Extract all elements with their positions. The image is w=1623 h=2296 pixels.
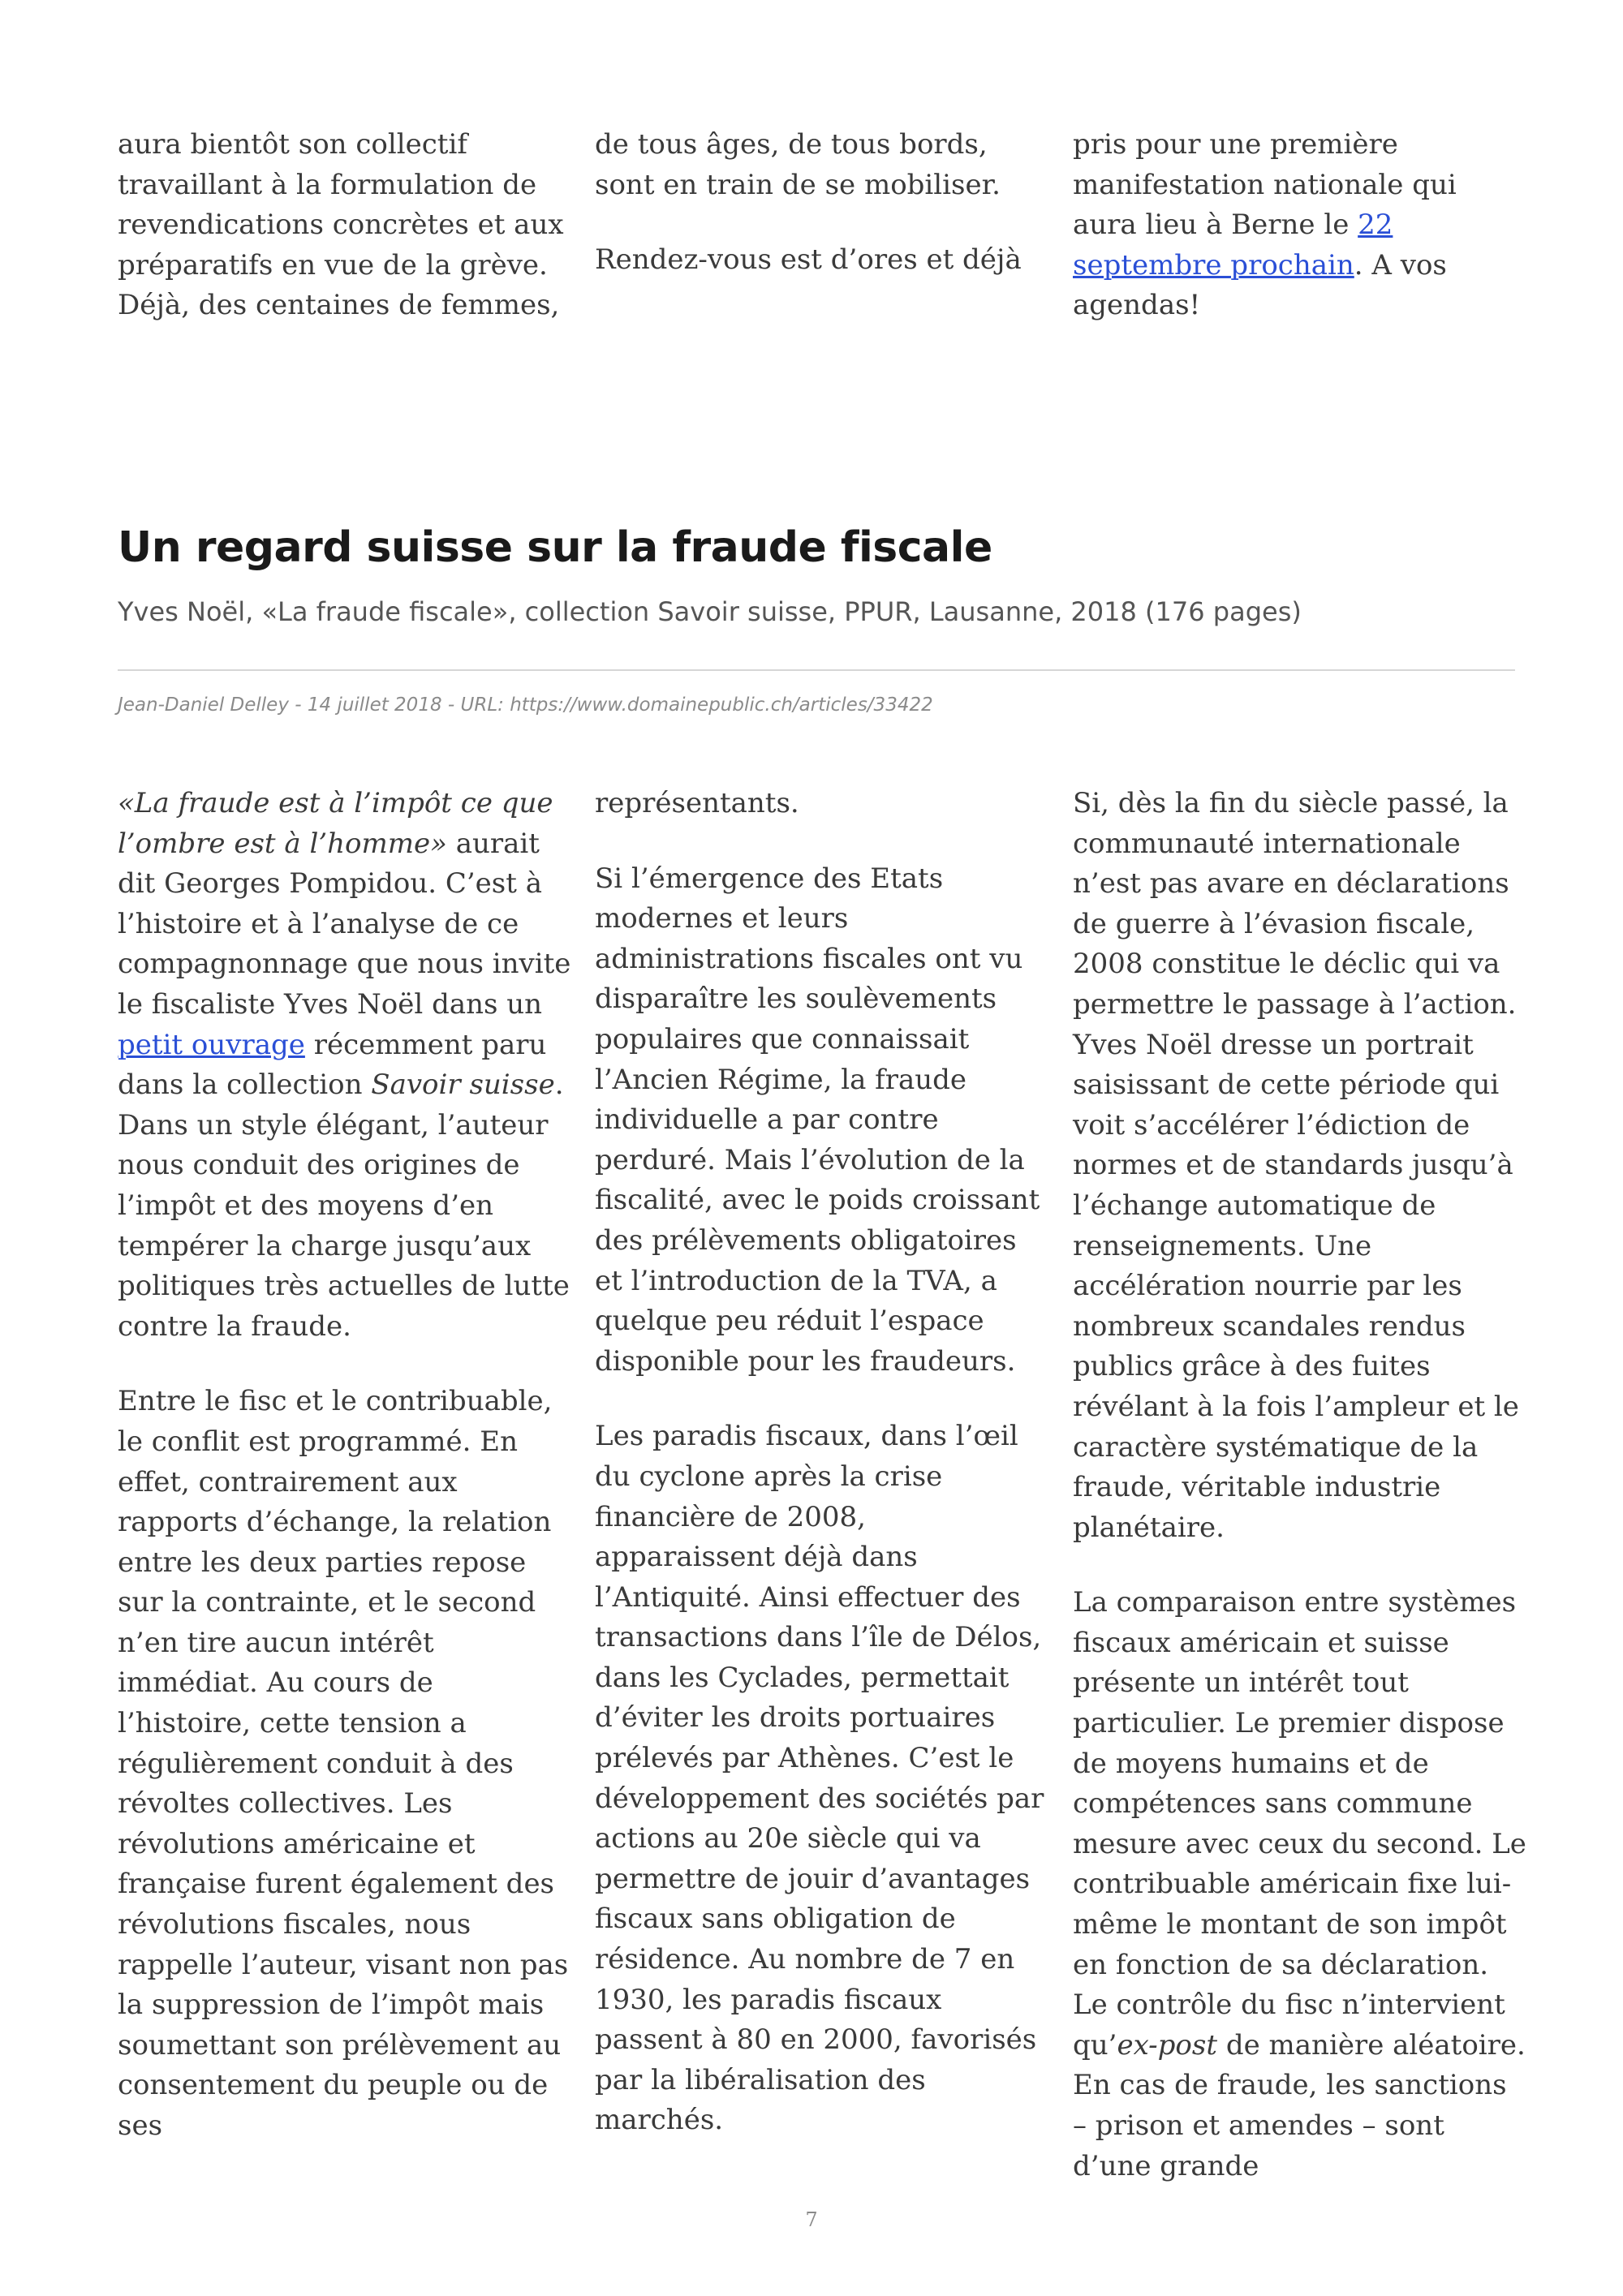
page-number: 7 — [805, 2208, 818, 2231]
paragraph: Les paradis fiscaux, dans l’œil du cyclone après la crise financière de 2008, apparaissent déjà dans l’Antiquité. Ainsi effectuer des transactions dans l’île de Délos, dans les Cyclades, permettait d’éviter les droits portuaires prélevés par Athènes. C’est le développement des sociétés par actions au 20e siècle qui va permettre de jouir d’avantages fiscaux sans obligation de résidence. Au nombre de 7 en 1930, les paradis fiscaux passent à 80 en 2000, favorisés par la libéralisation des marchés. — [595, 1420, 1044, 2137]
emphasis: ex-post — [1117, 2028, 1218, 2062]
article-subtitle: Yves Noël, «La fraude fiscale», collection Savoir suisse, PPUR, Lausanne, 2018 (176 pages) — [118, 596, 1302, 627]
paragraph: Si, dès la fin du siècle passé, la communauté internationale n’est pas avare en déclarations de guerre à l’évasion fiscale, 2008 constitue le déclic qui va permettre le passage à l’action. Yves Noël dresse un portrait saisissant de cette période qui voit s’accélérer l’édiction de normes et de standards jusqu’à l’échange automatique de renseignements. Une accélération nourrie par les nombreux scandales rendus publics grâce à des fuites révélant à la fois l’ampleur et le caractère systématique de la fraude, véritable industrie planétaire. — [1073, 787, 1519, 1544]
book-link[interactable]: petit ouvrage — [118, 1028, 305, 1061]
paragraph: aura bientôt son collectif travaillant à la formulation de revendications concrètes et aux préparatifs en vue de la grève. Déjà, des centaines de femmes, — [118, 128, 564, 322]
prev-article-column-3 — [1073, 125, 1527, 326]
article-meta: Jean-Daniel Delley - 14 juillet 2018 - URL: https://www.domainepublic.ch/articles/33422 — [118, 694, 933, 716]
paragraph: Rendez-vous est d’ores et déjà — [595, 243, 1022, 277]
quote: «La fraude est à l’impôt ce que l’ombre est à l’homme» — [118, 787, 553, 860]
paragraph: de tous âges, de tous bords, sont en train de se mobiliser. — [595, 128, 1001, 201]
paragraph: représentants. — [595, 787, 799, 819]
article-column-2 — [595, 784, 1049, 2141]
paragraph: «La fraude est à l’impôt ce que l’ombre est à l’homme» aurait dit Georges Pompidou. C’est à l’histoire et à l’analyse de ce compagnonnage que nous invite le fiscaliste Yves Noël dans un petit ouvrage récemment paru dans la collection Savoir suisse. Dans un style élégant, l’auteur nous conduit des origines de l’impôt et des moyens d’en tempérer la charge jusqu’aux politiques très actuelles de lutte contre la fraude. — [118, 787, 571, 1343]
article-column-1 — [118, 784, 572, 2147]
article-column-3 — [1073, 784, 1527, 2186]
paragraph: Entre le fisc et le contribuable, le conflit est programmé. En effet, contrairement aux rapports d’échange, la relation entre les deux parties repose sur la contrainte, et le second n’en tire aucun intérêt immédiat. Au cours de l’histoire, cette tension a régulièrement conduit à des révoltes collectives. Les révolutions américaine et française furent également des révolutions fiscales, nous rappelle l’auteur, visant non pas la suppression de l’impôt mais soumettant son prélèvement au consentement du peuple ou de ses — [118, 1385, 569, 2142]
paragraph: La comparaison entre systèmes fiscaux américain et suisse présente un intérêt tout particulier. Le premier dispose de moyens humains et de compétences sans commune mesure avec ceux du second. Le contribuable américain fixe lui-même le montant de son impôt en fonction de sa déclaration. Le contrôle du fisc n’intervient qu’ex-post de manière aléatoire. En cas de fraude, les sanctions – prison et amendes – sont d’une grande — [1073, 1586, 1526, 2182]
date-link[interactable]: 22 septembre prochain — [1073, 209, 1393, 282]
prev-article-column-2 — [595, 125, 1049, 281]
prev-article-column-1 — [118, 125, 572, 326]
divider — [118, 669, 1515, 671]
paragraph: Si l’émergence des Etats modernes et leurs administrations fiscales ont vu disparaître les soulèvements populaires que connaissait l’Ancien Régime, la fraude individuelle a par contre perduré. Mais l’évolution de la fiscalité, avec le poids croissant des prélèvements obligatoires et l’introduction de la TVA, a quelque peu réduit l’espace disponible pour les fraudeurs. — [595, 862, 1040, 1378]
paragraph: pris pour une première manifestation nationale qui aura lieu à Berne le 22 septembre prochain. A vos agendas! — [1073, 128, 1457, 322]
article-title: Un regard suisse sur la fraude fiscale — [118, 523, 992, 572]
series-name: Savoir suisse — [371, 1068, 555, 1102]
